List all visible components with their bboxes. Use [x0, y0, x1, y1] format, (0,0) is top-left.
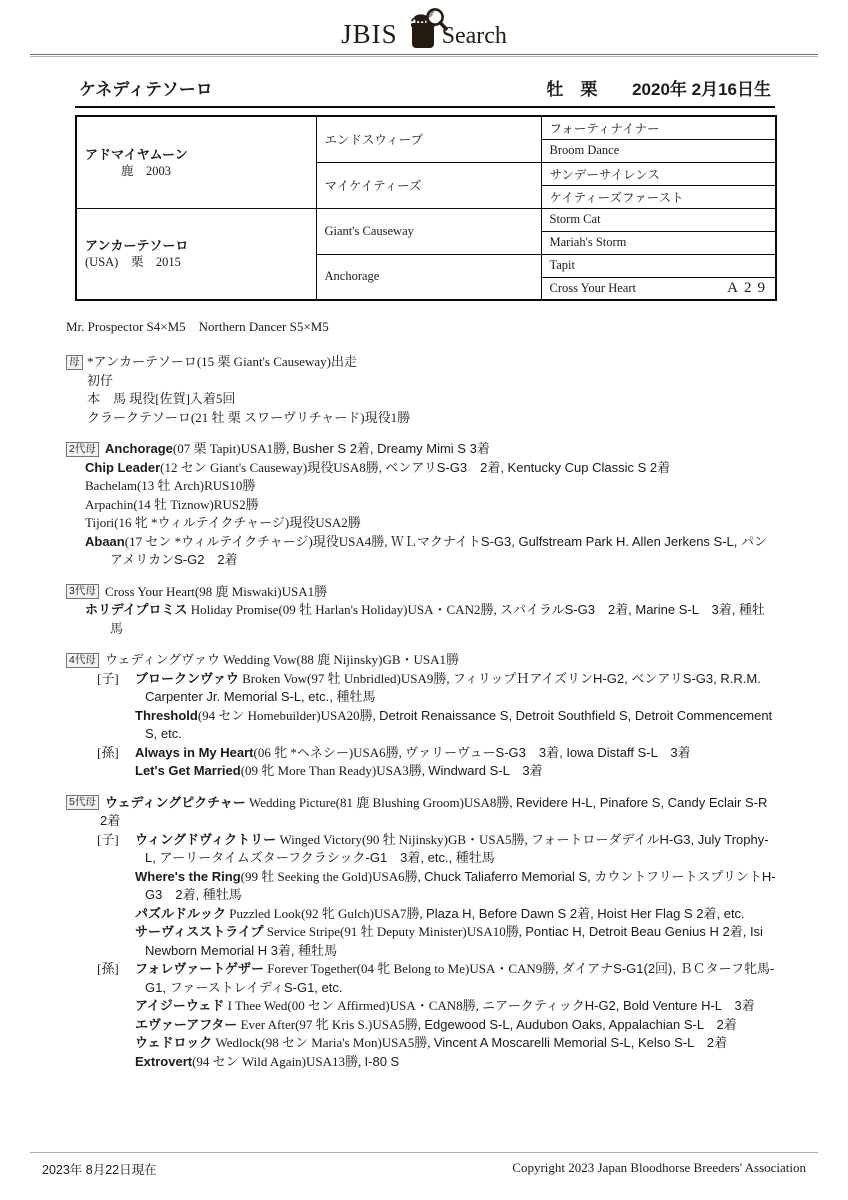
pedigree-detail: Ever After(97 牝 Kris S.)USA5勝,: [237, 1016, 425, 1032]
generation-badge: 3代母: [66, 584, 99, 599]
pedigree-detail: Wedding Picture(81 鹿 Blushing Groom)USA8勝,: [245, 794, 516, 810]
pedigree-entry-line: [66, 744, 776, 763]
pedigree-cell-g2: マイケイティーズ: [316, 162, 541, 208]
pedigree-entry-line: [66, 477, 776, 496]
family-number: A29: [727, 279, 771, 296]
race-record: フィリップＨアイズリンH-G2, ベンアリS-G3, R.R.M. Carpenter Jr. Memorial S-L, etc., 種牡馬: [145, 670, 761, 704]
relation-label: [子]: [97, 670, 119, 686]
pedigree-detail: (09 牝 More Than Ready)USA3勝,: [240, 763, 429, 778]
pedigree-entry-line: [66, 1016, 776, 1035]
race-record: フォートローダデイルH-G3, July Trophy-L, アーリータイムズターフクラシック-G1 3着, etc., 種牡馬: [145, 831, 769, 865]
horse-name: ウェドロック: [135, 1035, 213, 1050]
race-record: Plaza H, Before Dawn S 2着, Hoist Her Flag S 2着, etc.: [426, 905, 745, 921]
race-record: Chuck Taliaferro Memorial S, カウントフリートスプリントH-G3 2着, 種牡馬: [145, 868, 776, 902]
pedigree-detail: (99 牡 Seeking the Gold)USA6勝,: [240, 868, 425, 884]
pedigree-entry-line: [66, 514, 776, 533]
pedigree-cell-g2: エンドスウィープ: [316, 116, 541, 162]
pedigree-entry-line: [66, 353, 776, 372]
pedigree-entry-line: [66, 762, 776, 781]
race-record: Vincent A Moscarelli Memorial S-L, Kelso S-L 2着: [433, 1035, 728, 1050]
race-record: Busher S 2着, Dreamy Mimi S 3着: [292, 441, 490, 456]
pedigree-cell-g3: サンデーサイレンス: [541, 162, 776, 185]
pedigree-detail: Service Stripe(91 牡 Deputy Minister)USA10勝,: [263, 924, 526, 939]
logo-jbis-text: JBIS: [341, 19, 398, 49]
pedigree-detail: Forever Together(04 牝 Belong to Me)USA・CAN9勝,: [263, 961, 562, 976]
pedigree-detail: Broken Vow(97 牡 Unbridled)USA9勝,: [238, 670, 453, 686]
pedigree-entry-line: [66, 496, 776, 515]
race-record: ＷＬマクナイトS-G3, Gulfstream Park H. Allen Jerkens S-L, パンアメリカンS-G2 2着: [110, 533, 767, 567]
family-section: [66, 651, 776, 781]
pedigree-entry-line: [66, 831, 776, 868]
relation-label: [子]: [97, 831, 119, 847]
page-footer: [30, 1152, 818, 1178]
pedigree-cell-g3: ケイティーズファースト: [541, 185, 776, 208]
race-record: Edgewood S-L, Audubon Oaks, Appalachian S-L 2着: [424, 1016, 737, 1032]
horse-name: Where's the Ring: [135, 868, 241, 884]
pedigree-cell-g3: Broom Dance: [541, 139, 776, 162]
horse-name: ウェディングピクチャー: [105, 794, 246, 810]
jbis-search-logo: [341, 6, 507, 48]
pedigree-detail: (17 セン *ウィルテイクチャージ)現役USA4勝,: [124, 533, 391, 549]
race-record: Detroit Renaissance S, Detroit Southfield S, Detroit Commencement S, etc.: [145, 707, 773, 741]
horse-birth-info: [546, 75, 771, 100]
family-section: [66, 353, 776, 427]
pedigree-entry-line: [66, 794, 781, 831]
pedigree-detail: Puzzled Look(92 牝 Gulch)USA7勝,: [226, 905, 427, 921]
horse-name: ブロークンヴァウ: [135, 670, 239, 686]
pedigree-detail: (94 セン Homebuilder)USA20勝,: [197, 707, 380, 723]
pedigree-cell-g3: Mariah's Storm: [541, 231, 776, 254]
relation-label: [孫]: [97, 744, 119, 760]
pedigree-detail: ウェディングヴァウ Wedding Vow(88 鹿 Nijinsky)GB・USA1勝: [105, 652, 460, 667]
pedigree-detail: I Thee Wed(00 セン Affirmed)USA・CAN8勝,: [224, 998, 483, 1013]
pedigree-cell-sire: [76, 116, 316, 208]
pedigree-detail: Wedlock(98 セン Maria's Mon)USA5勝,: [212, 1035, 434, 1050]
pedigree-entry-line: [66, 960, 776, 997]
pedigree-entry-line: [66, 997, 776, 1016]
sex-coat: 牡 栗: [546, 80, 598, 99]
birth-date: 2020年 2月16日生: [632, 80, 771, 99]
horse-name: エヴァーアフター: [135, 1016, 238, 1032]
race-record: I-80 S: [364, 1053, 400, 1069]
pedigree-entry-line: [66, 651, 776, 670]
pedigree-entry-line: [66, 1053, 776, 1072]
pedigree-entry-line: [66, 707, 776, 744]
horse-name: Anchorage: [105, 441, 173, 456]
pedigree-entry-line: [66, 583, 776, 602]
pedigree-entry-line: [66, 390, 776, 409]
pedigree-detail: 本 馬 現役[佐賀]入着5回: [87, 391, 236, 406]
pedigree-detail: クラークテソーロ(21 牡 栗 スワーヴリチャード)現役1勝: [87, 409, 411, 425]
pedigree-entry-line: [66, 1034, 776, 1053]
pedigree-entry-line: [66, 670, 776, 707]
pedigree-entry-line: [66, 409, 776, 428]
horse-name: Extrovert: [135, 1053, 193, 1069]
horse-name: Always in My Heart: [135, 744, 254, 760]
horse-name: フォレヴァートゲザー: [135, 961, 264, 976]
main-content: [66, 57, 781, 1071]
horse-name: アイジーウェド: [135, 998, 225, 1013]
race-record: Pontiac H, Detroit Beau Genius H 2着, Isi Newborn Memorial H 3着, 種牡馬: [145, 924, 763, 958]
pedigree-cell-g2: Anchorage: [316, 254, 541, 300]
pedigree-entry-line: [66, 372, 776, 391]
family-sections: [66, 353, 781, 1071]
pedigree-detail: Arpachin(14 牡 Tiznow)RUS2勝: [85, 496, 259, 512]
race-record: ベンアリS-G3 2着, Kentucky Cup Classic S 2着: [385, 459, 671, 475]
pedigree-detail: (12 セン Giant's Causeway)現役USA8勝,: [160, 459, 386, 475]
pedigree-entry-line: [66, 868, 776, 905]
pedigree-cell-g2: Giant's Causeway: [316, 208, 541, 254]
logo-search-text: Search: [441, 23, 507, 49]
race-record: ニアークティックH-G2, Bold Venture H-L 3着: [482, 998, 755, 1013]
copyright-notice: Copyright 2023 Japan Bloodhorse Breeders' Association: [512, 1160, 806, 1175]
horse-name: ケネディテソーロ: [79, 80, 213, 99]
family-section: [66, 440, 776, 570]
horse-name: Threshold: [135, 707, 198, 723]
pedigree-entry-line: [66, 440, 776, 459]
relation-label: [孫]: [97, 961, 119, 976]
family-section: [66, 583, 776, 639]
horse-name: Let's Get Married: [135, 763, 241, 778]
pedigree-table: [75, 115, 777, 301]
pedigree-entry-line: [66, 923, 776, 960]
horse-name: パズルドルック: [135, 905, 227, 921]
pedigree-detail: (06 牝 *ヘネシー)USA6勝,: [253, 744, 406, 760]
generation-badge: 母: [66, 355, 83, 370]
pedigree-cell-g3: Tapit: [541, 254, 776, 277]
generation-badge: 4代母: [66, 653, 99, 668]
race-record: ダイアナS-G1(2回), ＢＣターフ牝馬-G1, ファーストレイディS-G1, etc.: [145, 961, 775, 995]
pedigree-cell-dam: [76, 208, 316, 300]
horse-name: Abaan: [85, 533, 125, 549]
pedigree-detail: (94 セン Wild Again)USA13勝,: [192, 1053, 365, 1069]
horse-title-row: [75, 57, 775, 108]
horse-name: Chip Leader: [85, 459, 161, 475]
race-record: ヴァリーヴューS-G3 3着, Iowa Distaff S-L 3着: [405, 744, 691, 760]
pedigree-entry-line: [66, 601, 776, 638]
sire-detail: 鹿 2003: [121, 163, 172, 178]
horse-name: ウィングドヴィクトリー: [135, 831, 277, 847]
pedigree-detail: 初仔: [87, 372, 114, 388]
generation-badge: 2代母: [66, 442, 99, 457]
horse-name: ホリデイプロミス: [85, 602, 188, 617]
sire-name: アドマイヤムーン: [85, 146, 188, 162]
pedigree-detail: Holiday Promise(09 牡 Harlan's Holiday)USA・CAN2勝,: [187, 602, 500, 617]
pedigree-cell-g3: Storm Cat: [541, 208, 776, 231]
pedigree-cell-g3: フォーティナイナー: [541, 116, 776, 139]
pedigree-detail: Winged Victory(90 牡 Nijinsky)GB・USA5勝,: [276, 831, 532, 847]
pedigree-cell-g3: [541, 277, 776, 300]
pedigree-g3-name: Cross Your Heart: [549, 280, 636, 295]
generation-badge: 5代母: [66, 795, 99, 810]
race-record: Revidere H-L, Pinafore S, Candy Eclair S-R 2着: [100, 794, 781, 828]
data-as-of-date: 2023年 8月22日現在: [42, 1163, 157, 1177]
pedigree-entry-line: [66, 905, 776, 924]
inbreeding-line: Mr. Prospector S4×M5 Northern Dancer S5×M5: [66, 319, 329, 334]
pedigree-detail: (07 栗 Tapit)USA1勝,: [172, 441, 293, 456]
race-record: Windward S-L 3着: [428, 763, 543, 778]
horse-name: サーヴィスストライプ: [135, 924, 264, 939]
dam-name: アンカーテソーロ: [85, 238, 189, 254]
pedigree-entry-line: [66, 459, 776, 478]
dam-detail: (USA) 栗 2015: [85, 255, 181, 270]
family-section: [66, 794, 781, 1072]
race-record: スパイラルS-G3 2着, Marine S-L 3着, 種牡馬: [110, 602, 765, 636]
pedigree-detail: Tijori(16 牝 *ウィルテイクチャージ)現役USA2勝: [85, 515, 361, 530]
pedigree-entry-line: [66, 533, 776, 570]
pedigree-detail: Cross Your Heart(98 鹿 Miswaki)USA1勝: [105, 583, 328, 599]
jbis-logo-icon: [398, 6, 448, 48]
pedigree-detail: *アンカーテソーロ(15 栗 Giant's Causeway)出走: [87, 354, 357, 369]
pedigree-detail: Bachelam(13 牡 Arch)RUS10勝: [85, 478, 256, 493]
site-header: [0, 0, 848, 48]
